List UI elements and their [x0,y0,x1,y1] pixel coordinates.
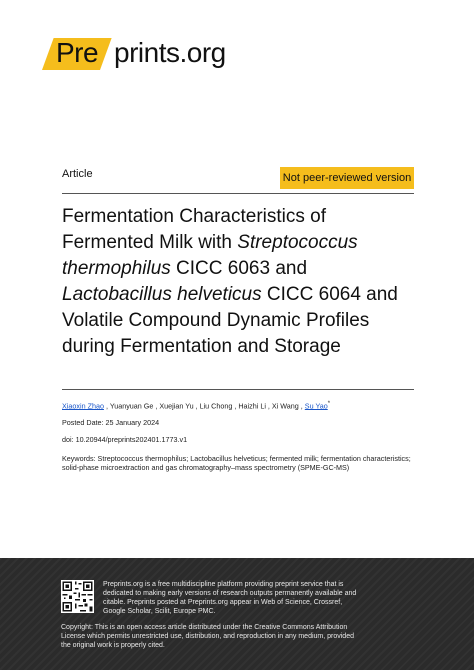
title-species-2: Lactobacillus helveticus [62,284,262,305]
posted-date: Posted Date: 25 January 2024 [62,418,160,427]
title-part-2: CICC 6063 and [170,258,308,279]
author-list [62,401,330,410]
title-species-1: Streptococcus thermophilus [62,232,358,279]
qr-code-icon[interactable] [61,580,94,613]
article-type-label: Article [62,168,93,180]
logo-rest-text: prints.org [114,37,226,68]
middle-divider [62,389,414,390]
footer-copyright-text: Copyright: This is an open access article distributed under the Creative Commons Attribution License which permits unrestricted use, distribution, and reproduction in any medium, provided the original work is properly cited. [61,624,354,649]
article-title [62,204,422,360]
doi: doi: 10.20944/preprints202401.1773.v1 [62,435,188,444]
title-part-1: Fermentation Characteristics of Fermented Milk with [62,206,326,253]
author-names-middle: , Yuanyuan Ge , Xuejian Yu , Liu Chong , Haizhi Li , Xi Wang , [103,401,305,411]
author-link-first[interactable]: Xiaoxin Zhao [62,401,104,411]
title-part-3: CICC 6064 and Volatile Compound Dynamic Profiles during Fermentation and Storage [62,284,398,357]
footer-about-text: Preprints.org is a free multidiscipline platform providing preprint service that is dedicated to making early versions of research outputs permanently available and citable. Preprints posted at Preprints.org appear in Web of Science, Crossref, Google Scholar, Scilit, Europe PMC. [103,581,357,615]
peer-review-status-badge: Not peer-reviewed version [280,167,414,189]
logo-pre-text: Pre [56,37,99,68]
footer-banner [0,558,474,670]
preprints-logo[interactable] [42,38,262,72]
author-link-corresponding[interactable]: Su Yao [304,401,328,411]
keywords: Keywords: Streptococcus thermophilus; Lactobacillus helveticus; fermented milk; fermentation characteristics; solid-phase microextraction and gas chromatography–mass spectrometry (SPME-GC-MS) [62,454,411,472]
top-divider [62,193,414,194]
corresponding-mark: * [327,401,331,407]
